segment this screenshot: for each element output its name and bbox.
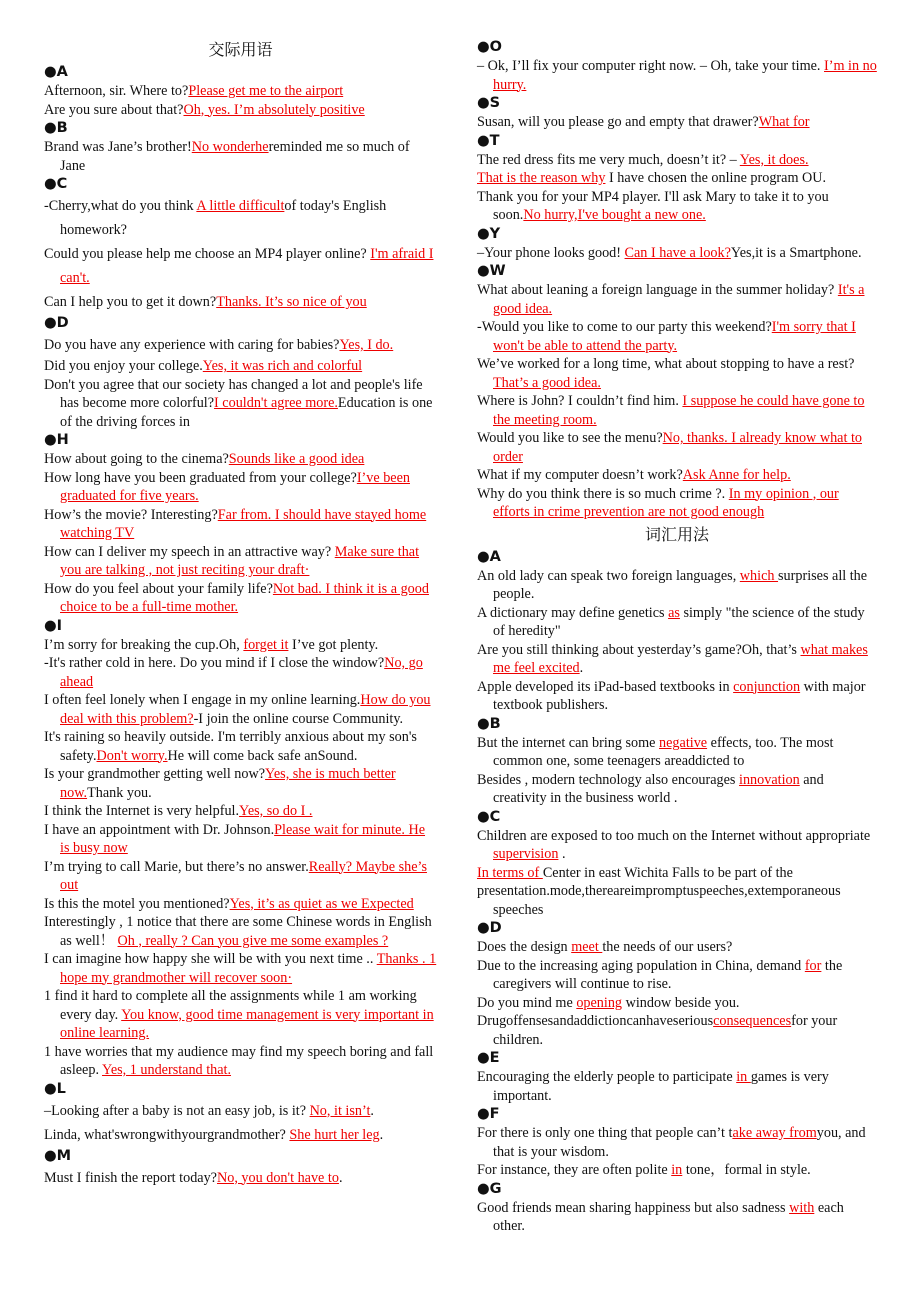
- answer-text: I'm sorry that I won't be able to attend the party.: [493, 319, 856, 354]
- answer-text: consequences: [713, 1013, 792, 1029]
- entry: [477, 641, 877, 678]
- letter-heading: ●S: [477, 95, 501, 111]
- answer-text: negative: [659, 734, 708, 751]
- prompt-text: How about going to the cinema?: [44, 451, 229, 467]
- tail-text: I’ve got plenty.: [288, 636, 379, 653]
- left-column: [44, 38, 437, 1190]
- letter-heading: ●M: [44, 1147, 72, 1164]
- prompt-text: Good friends mean sharing happiness but also sadness: [477, 1199, 790, 1216]
- entry: [44, 506, 437, 543]
- entry: [44, 1166, 437, 1190]
- answer-text: Oh, yes. I’m absolutely positive: [183, 101, 365, 118]
- answer-text: Yes, she is much better now.: [60, 766, 396, 801]
- entry: [477, 355, 877, 392]
- answer-text: as: [668, 604, 680, 621]
- answer-text: No, it isn’t: [309, 1102, 371, 1119]
- answer-text: innovation: [739, 771, 800, 788]
- tail-text: simply "the science of the study of heredity": [493, 604, 865, 639]
- prompt-text: Due to the increasing aging population in China, demand: [477, 957, 805, 974]
- entry: [477, 57, 877, 94]
- entry: [477, 1012, 877, 1049]
- section-title-vocabulary: 词汇用法: [644, 524, 709, 544]
- entry: [477, 827, 877, 864]
- prompt-text: Could you please help me choose an MP4 player online?: [44, 246, 371, 262]
- prompt-text: How’s the movie? Interesting?: [44, 506, 218, 523]
- letter-heading: ●C: [477, 808, 501, 825]
- prompt-text: Linda, what'swrongwithyourgrandmother?: [44, 1126, 290, 1143]
- letter-heading: ●L: [44, 1080, 66, 1097]
- answer-text: I suppose he could have gone to the meeting room.: [493, 393, 865, 428]
- prompt-text: How can I deliver my speech in an attractive way?: [44, 543, 335, 560]
- letter-heading: ●H: [44, 432, 69, 448]
- prompt-text: It's raining so heavily outside. I'm terribly anxious about my son's safety.: [44, 729, 417, 764]
- prompt-text: I often feel lonely when I engage in my online learning.: [44, 692, 361, 708]
- answer-text: Yes, it was rich and colorful: [202, 358, 363, 374]
- prompt-text: An old lady can speak two foreign languages,: [477, 567, 740, 584]
- answer-text: Ask Anne for help.: [682, 467, 791, 483]
- prompt-text: Brand was Jane’s brother!: [44, 139, 192, 155]
- tail-text: the caregivers will continue to rise.: [493, 957, 843, 992]
- entry: [477, 1068, 877, 1105]
- answer-text: No wonderhe: [191, 139, 269, 155]
- letter-heading: ●Y: [477, 225, 501, 242]
- entry: [477, 604, 877, 641]
- entry: [477, 1161, 877, 1180]
- prompt-text: -It's rather cold in here. Do you mind if I close the window?: [44, 655, 385, 671]
- tail-text: .: [379, 1126, 384, 1143]
- prompt-text: But the internet can bring some: [477, 734, 660, 751]
- entry: [477, 678, 877, 715]
- letter-heading: ●D: [477, 920, 502, 936]
- prompt-text: Afternoon, sir. Where to?: [44, 83, 189, 99]
- answer-text: In my opinion , our efforts in crime prevention are not good enough: [493, 485, 839, 520]
- prompt-text: How long have you been graduated from your college?: [44, 469, 357, 486]
- prompt-text: 1 have worries that my audience may find my speech boring and fall asleep.: [44, 1043, 434, 1078]
- answer-text: what makes me feel excited: [493, 641, 868, 676]
- letter-heading: ●G: [477, 1180, 502, 1197]
- prompt-text: Drugoffensesandaddictioncanhaveserious: [477, 1013, 714, 1029]
- answer-text: Sounds like a good idea: [228, 451, 365, 467]
- answer-text: She hurt her leg: [289, 1126, 380, 1143]
- answer-text: Please wait for minute. He is busy now: [60, 821, 426, 856]
- entry: [44, 821, 437, 858]
- entry: [477, 957, 877, 994]
- letter-heading: ●E: [477, 1050, 500, 1066]
- answer-text: No, you don't have to: [216, 1169, 339, 1186]
- answer-text: forget it: [243, 636, 289, 653]
- entry: [44, 138, 437, 175]
- answer-text: Make sure that you are talking , not just reciting your draft·: [60, 543, 420, 578]
- entry: [44, 194, 437, 242]
- answer-text: ake away from: [732, 1125, 817, 1141]
- entry: [477, 466, 877, 485]
- prompt-text: Would you like to see the menu?: [477, 430, 663, 446]
- answer-text: Thanks. It’s so nice of you: [216, 294, 367, 310]
- tail-text: and creativity in the business world .: [493, 771, 824, 806]
- prompt-text: A dictionary may define genetics: [477, 604, 669, 621]
- answer-text: Yes, it does.: [739, 151, 809, 168]
- answer-text: which: [739, 567, 779, 584]
- tail-text: He will come back safe anSound.: [167, 747, 358, 764]
- entry: [44, 101, 437, 120]
- prompt-text: Children are exposed to too much on the Internet without appropriate: [477, 827, 871, 844]
- prompt-text: Don't you agree that our society has changed a lot and people's life has become more colorful?: [44, 376, 423, 411]
- tail-text: Thank you.: [87, 784, 152, 801]
- prompt-text: Do you have any experience with caring for babies?: [44, 337, 340, 353]
- entry: [477, 151, 877, 170]
- entry: [477, 1124, 877, 1161]
- prompt-text: Did you enjoy your college.: [44, 358, 203, 374]
- tail-text: window beside you.: [622, 994, 740, 1011]
- entry: [477, 485, 877, 522]
- tail-text: the needs of our users?: [602, 939, 733, 955]
- prompt-text: 1 find it hard to complete all the assignments while 1 am working every day.: [44, 988, 417, 1023]
- entry: [477, 281, 877, 318]
- letter-heading: ●T: [477, 132, 500, 149]
- prompt-text: What about leaning a foreign language in the summer holiday?: [477, 282, 838, 298]
- answer-text: supervision: [493, 846, 559, 862]
- letter-heading: ●W: [477, 263, 506, 279]
- answer-text: conjunction: [733, 678, 801, 695]
- entry: [44, 450, 437, 469]
- answer-text: Far from. I should have stayed home watching TV: [60, 506, 427, 541]
- prompt-text: I’m trying to call Marie, but there’s no answer.: [44, 858, 309, 875]
- prompt-text: How do you feel about your family life?: [44, 580, 273, 597]
- tail-text: I have chosen the online program OU.: [605, 170, 827, 186]
- prompt-text: Is this the motel you mentioned?: [44, 895, 230, 912]
- answer-text: Not bad. I think it is a good choice to be a full-time mother.: [60, 580, 429, 615]
- answer-text: How do you deal with this problem?: [60, 692, 431, 727]
- entry: [44, 290, 437, 314]
- letter-heading: ●O: [477, 39, 502, 55]
- letter-heading: ●I: [44, 617, 63, 634]
- tail-text: effects, too. The most common one, some teenagers areaddicted to: [493, 734, 834, 769]
- letter-heading: ●A: [44, 64, 68, 80]
- prompt-text: The red dress fits me very much, doesn’t it? –: [477, 151, 740, 168]
- prompt-text: I think the Internet is very helpful.: [44, 803, 240, 819]
- answer-text: Yes, it’s as quiet as we Expected: [229, 895, 414, 912]
- answer-text: for: [804, 957, 822, 974]
- answer-text: Can I have a look?: [624, 244, 731, 261]
- prompt-text: Why do you think there is so much crime ?.: [477, 485, 729, 502]
- tail-text: Yes,it is a Smartphone.: [730, 244, 862, 261]
- entry: [44, 950, 437, 987]
- answer-text: What for: [758, 114, 810, 130]
- answer-text: Really? Maybe she’s out: [60, 858, 427, 893]
- entry: [44, 357, 437, 376]
- tail-text: each other.: [493, 1199, 844, 1234]
- answer-text: Oh , really ? Can you give me some examples ?: [117, 932, 389, 949]
- prompt-text: –Looking after a baby is not an easy job, is it?: [44, 1102, 310, 1119]
- entry: [477, 244, 877, 263]
- prompt-text: Is your grandmother getting well now?: [44, 766, 266, 782]
- letter-heading: ●A: [477, 548, 501, 565]
- prompt-text: For instance, they are often polite: [477, 1162, 672, 1178]
- entry: [44, 242, 437, 290]
- answer-text: No, go ahead: [60, 655, 423, 690]
- prompt-text: Interestingly , 1 notice that there are some Chinese words in English as well！: [44, 914, 432, 949]
- prompt-text: –Your phone looks good!: [477, 244, 625, 261]
- entry: [44, 82, 437, 101]
- answer-text: It's a good idea.: [493, 282, 865, 317]
- right-column: [477, 38, 877, 1236]
- entry: [44, 691, 437, 728]
- entry: [44, 376, 437, 432]
- entry: [44, 333, 437, 357]
- answer-text: No hurry,I've bought a new one.: [523, 207, 706, 223]
- tail-text: .: [558, 846, 566, 862]
- entry: [44, 913, 437, 950]
- prompt-text: Where is John? I couldn’t find him.: [477, 393, 683, 409]
- answer-text: I'm afraid I can't.: [60, 246, 434, 286]
- tail-text: .: [579, 660, 584, 676]
- letter-heading: ●F: [477, 1106, 500, 1122]
- entry: [44, 1123, 437, 1147]
- prompt-text: For there is only one thing that people can’t t: [477, 1125, 733, 1141]
- letter-heading: ●D: [44, 315, 69, 331]
- entry: [477, 1199, 877, 1236]
- prompt-text: Does the design: [477, 939, 572, 955]
- answer-text: Thanks . 1 hope my grandmother will recover soon·: [60, 951, 437, 986]
- entry: [44, 802, 437, 821]
- prompt-text: presentation.mode,thereareimpromptuspeeches,extemporaneous speeches: [477, 883, 841, 918]
- tail-text: of today's English homework?: [60, 198, 387, 238]
- prompt-text: We’ve worked for a long time, what about stopping to have a rest?: [477, 356, 855, 372]
- entry: [44, 654, 437, 691]
- prompt-text: Can I help you to get it down?: [44, 294, 217, 310]
- entry: [477, 938, 877, 957]
- entry: [44, 580, 437, 617]
- entry: [44, 1099, 437, 1123]
- answer-text: In terms of: [477, 864, 543, 881]
- entry: [477, 318, 877, 355]
- entry: [477, 429, 877, 466]
- tail-text: reminded me so much of Jane: [60, 139, 410, 174]
- answer-text: That is the reason why: [477, 170, 606, 186]
- tail-text: .: [338, 1169, 343, 1186]
- entry: [477, 567, 877, 604]
- entry: [44, 728, 437, 765]
- tail-text: games is very important.: [493, 1069, 829, 1104]
- answer-text: I’ve been graduated for five years.: [60, 469, 410, 504]
- prompt-text: Besides , modern technology also encourages: [477, 771, 740, 788]
- prompt-text: Susan, will you please go and empty that drawer?: [477, 114, 759, 130]
- tail-text: tone，formal in style.: [682, 1162, 811, 1178]
- entry: [44, 1043, 437, 1080]
- tail-text: for your children.: [493, 1013, 838, 1048]
- answer-text: in: [671, 1162, 683, 1178]
- prompt-text: I’m sorry for breaking the cup.Oh,: [44, 636, 244, 653]
- letter-heading: ●B: [477, 715, 501, 732]
- prompt-text: What if my computer doesn’t work?: [477, 467, 683, 483]
- answer-text: meet: [571, 939, 603, 955]
- answer-text: Yes, so do I .: [239, 803, 313, 819]
- tail-text: Education is one of the driving forces in: [60, 395, 433, 430]
- entry: [477, 771, 877, 808]
- prompt-text: Do you mind me: [477, 994, 577, 1011]
- tail-text: surprises all the people.: [493, 567, 868, 602]
- entry: [44, 636, 437, 655]
- answer-text: Yes, I do.: [339, 337, 394, 353]
- entry: [44, 895, 437, 914]
- entry: [477, 169, 877, 188]
- tail-text: Center in east Wichita Falls to be part of the: [542, 864, 793, 881]
- entry: [44, 543, 437, 580]
- prompt-text: – Ok, I’ll fix your computer right now. – Oh, take your time.: [477, 58, 824, 74]
- entry: [477, 188, 877, 225]
- prompt-text: I have an appointment with Dr. Johnson.: [44, 821, 275, 838]
- prompt-text: Are you sure about that?: [44, 101, 184, 118]
- answer-text: in: [736, 1069, 751, 1085]
- entry: [44, 858, 437, 895]
- entry: [477, 113, 877, 132]
- letter-heading: ●C: [44, 176, 68, 192]
- answer-text: No, thanks. I already know what to order: [493, 430, 862, 465]
- prompt-text: -Would you like to come to our party this weekend?: [477, 319, 772, 335]
- entry: [477, 994, 877, 1013]
- tail-text: with major textbook publishers.: [493, 678, 866, 713]
- answer-text: Yes, 1 understand that.: [102, 1062, 232, 1078]
- answer-text: I couldn't agree more.: [214, 395, 338, 411]
- prompt-text: -Cherry,what do you think: [44, 198, 197, 214]
- prompt-text: Are you still thinking about yesterday’s game?Oh, that’s: [477, 641, 801, 658]
- answer-text: I’m in no hurry.: [493, 58, 877, 93]
- section-title-communication: 交际用语: [208, 40, 273, 59]
- tail-text: you, and that is your wisdom.: [493, 1125, 866, 1160]
- answer-text: Don't worry.: [96, 747, 168, 764]
- prompt-text: Apple developed its iPad-based textbooks in: [477, 678, 734, 695]
- answer-text: That’s a good idea.: [493, 374, 601, 391]
- letter-heading: ●B: [44, 120, 68, 136]
- entry: [477, 864, 877, 883]
- answer-text: with: [789, 1199, 815, 1216]
- prompt-text: Thank you for your MP4 player. I'll ask Mary to take it to you soon.: [477, 188, 829, 223]
- tail-text: -I join the online course Community.: [193, 710, 404, 727]
- entry: [477, 882, 877, 919]
- entry: [44, 987, 437, 1043]
- answer-text: You know, good time management is very important in online learning.: [60, 1006, 434, 1041]
- answer-text: A little difficult: [196, 198, 285, 214]
- entry: [44, 765, 437, 802]
- entry: [44, 469, 437, 506]
- entry: [477, 734, 877, 771]
- answer-text: opening: [576, 994, 623, 1011]
- answer-text: Please get me to the airport: [188, 83, 344, 99]
- prompt-text: Encouraging the elderly people to participate: [477, 1069, 737, 1085]
- prompt-text: I can imagine how happy she will be with you next time ..: [44, 951, 377, 967]
- tail-text: .: [370, 1102, 374, 1119]
- entry: [477, 392, 877, 429]
- prompt-text: Must I finish the report today?: [44, 1169, 217, 1186]
